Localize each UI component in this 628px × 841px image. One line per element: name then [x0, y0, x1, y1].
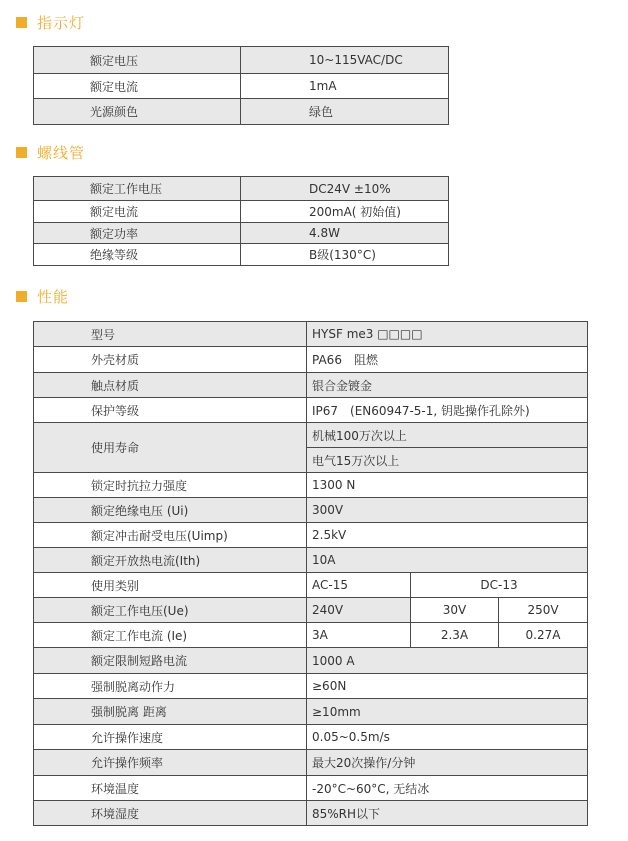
table-row [34, 725, 588, 750]
spec-value: 300V [307, 498, 588, 523]
table-row [34, 598, 588, 623]
table-row [34, 648, 588, 674]
section-title-text: 指示灯 [37, 13, 86, 32]
spec-label: 允许操作速度 [34, 725, 307, 750]
table-row [34, 322, 588, 347]
section-marker-icon [16, 17, 27, 28]
spec-label: 环境湿度 [34, 801, 307, 826]
spec-value: 最大20次操作/分钟 [307, 750, 588, 776]
spec-value: 0.27A [499, 623, 588, 648]
section-marker-icon [16, 291, 27, 302]
spec-label: 允许操作频率 [34, 750, 307, 776]
section-title-solenoid [16, 142, 85, 162]
table-row [34, 201, 449, 223]
table-row [34, 99, 449, 125]
table-row [34, 548, 588, 573]
spec-label: 额定工作电压(Ue) [34, 598, 307, 623]
spec-label: 额定工作电压 [34, 177, 241, 201]
spec-value: 绿色 [241, 99, 449, 125]
table-row [34, 74, 449, 99]
spec-value: HYSF me3 □□□□ [307, 322, 588, 347]
table-row [34, 177, 449, 201]
table-row [34, 473, 588, 498]
table-row [34, 523, 588, 548]
table-row [34, 776, 588, 801]
spec-value: 4.8W [241, 223, 449, 244]
spec-value: 200mA( 初始值) [241, 201, 449, 223]
spec-label: 环境温度 [34, 776, 307, 801]
spec-value: IP67 (EN60947-5-1, 钥匙操作孔除外) [307, 398, 588, 423]
table-row [34, 244, 449, 266]
spec-value: 机械100万次以上 [307, 423, 588, 448]
spec-value: 电气15万次以上 [307, 448, 588, 473]
spec-label: 光源颜色 [34, 99, 241, 125]
spec-value: 10A [307, 548, 588, 573]
spec-label: 使用寿命 [34, 423, 307, 473]
table-row [34, 47, 449, 74]
spec-label: 触点材质 [34, 373, 307, 398]
spec-label: 额定开放热电流(Ith) [34, 548, 307, 573]
spec-value: PA66 阻燃 [307, 347, 588, 373]
spec-value: 2.3A [411, 623, 499, 648]
spec-value: ≥60N [307, 674, 588, 699]
spec-value: 30V [411, 598, 499, 623]
spec-value: B级(130°C) [241, 244, 449, 266]
spec-label: 额定电流 [34, 74, 241, 99]
spec-label: 额定绝缘电压 (Ui) [34, 498, 307, 523]
spec-value: 银合金镀金 [307, 373, 588, 398]
spec-value: 3A [307, 623, 411, 648]
spec-label: 强制脱离动作力 [34, 674, 307, 699]
spec-label: 额定冲击耐受电压(Uimp) [34, 523, 307, 548]
performance-table [33, 321, 588, 826]
table-row [34, 801, 588, 826]
spec-value: 1mA [241, 74, 449, 99]
indicator-table [33, 46, 449, 125]
table-row [34, 398, 588, 423]
section-title-indicator [16, 12, 85, 32]
table-row [34, 373, 588, 398]
spec-label: 强制脱离 距离 [34, 699, 307, 725]
spec-value: 1000 A [307, 648, 588, 674]
spec-value: AC-15 [307, 573, 411, 598]
spec-value: ≥10mm [307, 699, 588, 725]
section-title-text: 螺线管 [37, 143, 86, 162]
spec-label: 使用类别 [34, 573, 307, 598]
spec-label: 绝缘等级 [34, 244, 241, 266]
spec-label: 额定电压 [34, 47, 241, 74]
table-row [34, 573, 588, 598]
solenoid-table [33, 176, 449, 266]
table-row [34, 699, 588, 725]
spec-value: -20°C~60°C, 无结冰 [307, 776, 588, 801]
spec-value: 240V [307, 598, 411, 623]
spec-value: DC24V ±10% [241, 177, 449, 201]
table-row [34, 623, 588, 648]
table-row [34, 674, 588, 699]
section-title-text: 性能 [37, 287, 70, 306]
spec-value: 250V [499, 598, 588, 623]
table-row [34, 498, 588, 523]
spec-label: 额定功率 [34, 223, 241, 244]
spec-value: DC-13 [411, 573, 588, 598]
spec-value: 0.05~0.5m/s [307, 725, 588, 750]
table-row [34, 347, 588, 373]
table-row [34, 423, 588, 448]
spec-label: 额定限制短路电流 [34, 648, 307, 674]
spec-label: 额定电流 [34, 201, 241, 223]
spec-label: 外壳材质 [34, 347, 307, 373]
spec-label: 型号 [34, 322, 307, 347]
section-marker-icon [16, 147, 27, 158]
table-row [34, 223, 449, 244]
spec-label: 额定工作电流 (Ie) [34, 623, 307, 648]
spec-label: 锁定时抗拉力强度 [34, 473, 307, 498]
spec-value: 2.5kV [307, 523, 588, 548]
spec-value: 10~115VAC/DC [241, 47, 449, 74]
spec-label: 保护等级 [34, 398, 307, 423]
table-row [34, 750, 588, 776]
section-title-performance [16, 286, 69, 306]
spec-value: 85%RH以下 [307, 801, 588, 826]
spec-value: 1300 N [307, 473, 588, 498]
